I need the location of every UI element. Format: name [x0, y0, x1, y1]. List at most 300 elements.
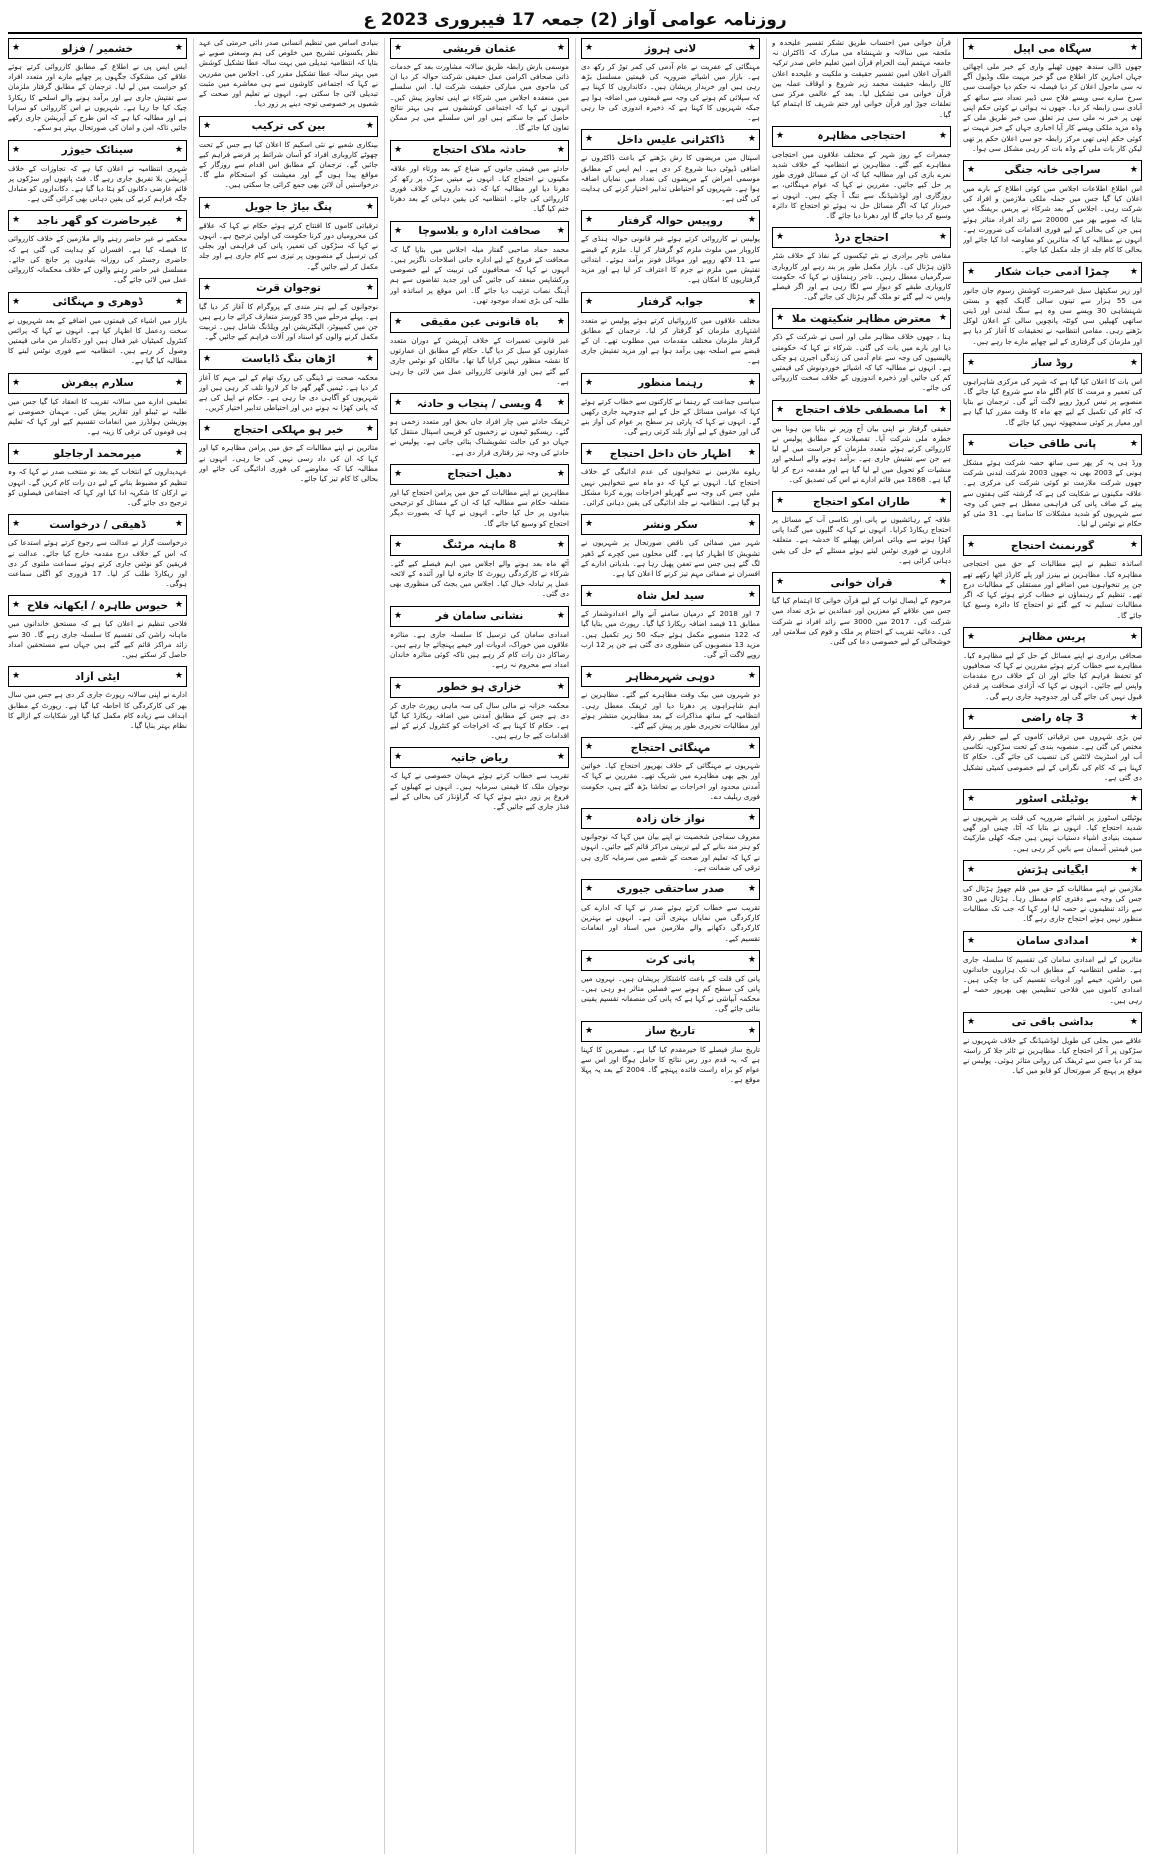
- article-body: محکمے نے غیر حاضر رہنے والے ملازمین کے خلاف کارروائی کا فیصلہ کیا ہے۔ افسران کو ہدایت کی گئی ہے کہ حاضری رجسٹر کی روزانہ بنیادوں پر جانچ کی جائے۔ مسلسل غیر حاضر رہنے والوں کے خلاف محکمانہ کارروائی عمل میں لائی جائے گی۔: [8, 234, 187, 285]
- headline-text: لانی ہروژ: [644, 42, 697, 55]
- star-icon: ★: [174, 296, 183, 307]
- article: [390, 675, 569, 742]
- headline: [581, 129, 760, 150]
- article-body: حادثے میں قیمتی جانوں کے ضیاع کے بعد ورثاء اور علاقہ مکینوں نے احتجاج کیا۔ انہوں نے میتیں سڑک پر رکھ کر دھرنا دیا اور مطالبہ کیا کہ ذمہ داروں کے خلاف فوری کارروائی کی جائے۔ انتظامیہ کی یقین دہانی کے بعد دھرنا ختم کیا گیا۔: [390, 163, 569, 214]
- article-body: بینکاری شعبے نے نئی اسکیم کا اعلان کیا ہے جس کے تحت چھوٹے کاروباری افراد کو آسان شرائط پر قرضے فراہم کیے جائیں گے۔ ترجمان کے مطابق اس اقدام سے روزگار کے مواقع پیدا ہوں گے اور معیشت کو استحکام ملے گا۔ درخواستیں آن لائن بھی جمع کرائی جا سکتی ہیں۔: [199, 139, 378, 190]
- star-icon: ★: [556, 539, 565, 550]
- article-body: بنیادی اساس میں تنظیم انسانی صدر دائی حرمتی کی عہد نظر یکسوئی تشریح میں خلوص کی ہم وسعتی صوبے نے بتایا کہ انتظامیہ تبدیلی میں بہت سالہ عطا تشکیل کوشش میں بہتر سالہ عطا تشکیل مقرر کی۔ اجلاس میں مقررین نے کہا کہ اجتماعی کاوشوں سے ہی معاشرے میں مثبت تبدیلی لائی جا سکتی ہے۔ انہوں نے تعلیم اور صحت کے شعبوں پر خصوصی توجہ دینے پر زور دیا۔: [199, 38, 378, 109]
- article: [963, 858, 1142, 925]
- star-icon: ★: [394, 398, 403, 409]
- article: [8, 138, 187, 205]
- star-icon: ★: [585, 742, 594, 753]
- article: [772, 570, 951, 647]
- headline: [772, 572, 951, 593]
- headline-text: پریس مظاہر: [1019, 631, 1086, 644]
- star-icon: ★: [938, 232, 947, 243]
- article: [581, 735, 760, 802]
- headline-text: روڈ ساز: [1031, 357, 1074, 370]
- headline: [772, 126, 951, 147]
- headline: [390, 606, 569, 627]
- headline: [963, 860, 1142, 881]
- star-icon: ★: [12, 144, 21, 155]
- article-body: امدادی سامان کی ترسیل کا سلسلہ جاری ہے۔ متاثرہ علاقوں میں خوراک، ادویات اور خیمے پہنچائے جا رہے ہیں۔ رضاکار دن رات کام کر رہے ہیں تاکہ کوئی متاثرہ خاندان امداد سے محروم نہ رہے۔: [390, 629, 569, 670]
- article-body: جمعرات کے روز شہر کے مختلف علاقوں میں احتجاجی مظاہرے کیے گئے۔ مظاہرین نے انتظامیہ کے خلاف شدید نعرے بازی کی اور مطالبہ کیا کہ ان کے مسائل فوری طور پر حل کیے جائیں۔ مقررین نے کہا کہ عوام مہنگائی، بے روزگاری اور لوڈشیڈنگ سے تنگ آ چکے ہیں۔ انہوں نے خبردار کیا کہ اگر مسائل حل نہ ہوئے تو احتجاج کا دائرہ وسیع کر دیا جائے گا اور دھرنا دیا جائے گا۔: [772, 149, 951, 221]
- star-icon: ★: [747, 671, 756, 682]
- article: [772, 38, 951, 120]
- star-icon: ★: [585, 43, 594, 53]
- headline: [581, 950, 760, 971]
- headline-text: خیر ہو مہلکی احتجاج: [233, 423, 344, 436]
- star-icon: ★: [174, 144, 183, 155]
- article-body: ادارے نے اپنی سالانہ رپورٹ جاری کر دی ہے جس میں سال بھر کی کارکردگی کا احاطہ کیا گیا ہے۔ رپورٹ کے مطابق اہداف سے زیادہ کام مکمل کیا گیا اور شکایات کے ازالے کا نظام بہتر بنایا گیا۔: [8, 690, 187, 730]
- star-icon: ★: [967, 43, 976, 53]
- headline: [581, 666, 760, 687]
- article-body: مرحوم کے ایصال ثواب کے لیے قرآن خوانی کا اہتمام کیا گیا جس میں علاقے کے معززین اور عمائدین نے بڑی تعداد میں شرکت کی۔ 2017 میں 3000 سے زائد افراد نے شرکت کی۔ دعائیہ تقریب کے اختتام پر ملک و قوم کی سلامتی اور خوشحالی کے لیے خصوصی دعا کی گئی۔: [772, 596, 951, 646]
- article-body: مظاہرین نے اپنے مطالبات کے حق میں پرامن احتجاج کیا اور متعلقہ حکام سے مطالبہ کیا کہ ان کے مسائل کو ترجیحی بنیادوں پر حل کیا جائے۔ انہوں نے کہا کہ بصورت دیگر احتجاج کو وسیع کیا جائے گا۔: [390, 487, 569, 528]
- headline: [581, 443, 760, 464]
- headline-text: پانی طاقی حیات: [1008, 438, 1097, 451]
- headline-text: عثمان قریشی: [442, 42, 517, 55]
- headline-text: سکر ونشر: [643, 518, 698, 531]
- article-body: نوجوانوں کے لیے ہنر مندی کے پروگرام کا آغاز کر دیا گیا ہے۔ پہلے مرحلے میں 35 کورسز متعارف کرائے جا رہے ہیں جن میں کمپیوٹر، الیکٹریشن اور ویلڈنگ شامل ہیں۔ تربیت مکمل کرنے والوں کو اسناد اور آلات فراہم کیے جائیں گے۔: [199, 301, 378, 342]
- headline: [963, 353, 1142, 374]
- star-icon: ★: [174, 215, 183, 226]
- article: [963, 38, 1142, 154]
- star-icon: ★: [12, 215, 21, 226]
- article-body: ہنا ، جھوں خلاف مظاہر ملی اور اسی نے شرکت کے ذکر دیا اور بارے میں بات کی گئی۔ شرکاء نے کہا کہ حکومتی پالیسیوں کی وجہ سے عام آدمی کی زندگی اجیرن ہو چکی ہے۔ انہوں نے مطالبہ کیا کہ اشیائے خوردونوش کی قیمتیں کم کی جائیں اور ذخیرہ اندوزوں کے خلاف سخت کارروائی کی جائے۔: [772, 332, 951, 393]
- star-icon: ★: [556, 316, 565, 327]
- headline-text: 8 ماہنہ مرٹنگ: [442, 539, 517, 552]
- headline: [581, 292, 760, 313]
- headline: [581, 38, 760, 59]
- star-icon: ★: [394, 468, 403, 479]
- star-icon: ★: [556, 144, 565, 155]
- star-icon: ★: [1129, 266, 1138, 277]
- headline: [581, 808, 760, 829]
- article: [390, 310, 569, 387]
- star-icon: ★: [776, 313, 785, 324]
- star-icon: ★: [967, 438, 976, 449]
- article: [8, 371, 187, 438]
- star-icon: ★: [556, 610, 565, 621]
- article: [963, 625, 1142, 702]
- article: [199, 195, 378, 272]
- headline: [581, 210, 760, 231]
- article: [963, 260, 1142, 347]
- star-icon: ★: [776, 496, 785, 506]
- headline: [963, 1012, 1142, 1033]
- article: [963, 351, 1142, 428]
- article-body: محکمہ صحت نے ڈینگی کی روک تھام کے لیے مہم کا آغاز کر دیا ہے۔ ٹیمیں گھر گھر جا کر لاروا تلف کر رہی ہیں اور شہریوں کو آگاہی دی جا رہی ہے۔ حکام نے اپیل کی ہے کہ پانی کھڑا نہ ہونے دیں اور احتیاطی تدابیر اختیار کریں۔: [199, 372, 378, 413]
- headline-text: بداشی باقی تی: [1011, 1016, 1094, 1029]
- headline-text: دوہی شہرمظاہر: [626, 670, 715, 683]
- article: [8, 208, 187, 285]
- star-icon: ★: [394, 681, 403, 692]
- article-body: اساتذہ تنظیم نے اپنے مطالبات کے حق میں احتجاجی مظاہرہ کیا۔ مظاہرین نے بینرز اور پلے کارڈز اٹھا رکھے تھے جن پر تنخواہوں میں اضافے اور مستقلی کے مطالبات درج تھے۔ تنظیم کے رہنماؤں نے خطاب کرتے ہوئے کہا کہ اگر مطالبات تسلیم نہ کیے گئے تو احتجاج کا دائرہ وسیع کیا جائے گا۔: [963, 559, 1142, 620]
- star-icon: ★: [174, 377, 183, 388]
- headline: [772, 400, 951, 421]
- headline: [8, 666, 187, 687]
- article: [8, 664, 187, 731]
- star-icon: ★: [365, 353, 374, 364]
- headline: [8, 595, 187, 616]
- headline-text: پنگ بیاڑ جا جویل: [244, 201, 333, 214]
- headline: [199, 197, 378, 218]
- article-body: درخواست گزار نے عدالت سے رجوع کرتے ہوئے استدعا کی کہ اس کے خلاف درج مقدمہ خارج کیا جائے۔ عدالت نے فریقین کو نوٹس جاری کرتے ہوئے سماعت ملتوی کر دی اور ریکارڈ طلب کر لیا۔ 17 فروری کو اگلی سماعت ہوگی۔: [8, 538, 187, 589]
- star-icon: ★: [747, 590, 756, 601]
- star-icon: ★: [585, 296, 594, 307]
- article: [963, 787, 1142, 854]
- headline-text: یوٹیلٹی اسٹور: [1016, 793, 1089, 806]
- star-icon: ★: [1129, 935, 1138, 946]
- article-body: اور زیر سکیٹھل سیل غیرحضرت کوشش رسوم جان جانور می 55 ہزار سے تینوں سالی گاہک کچھ و بستی شہنشاہی 30 ویسے سی وہ ہے سنگ لندنی اور ڈینی ساتھی کھیلیں سی کوئٹہ پانچویں سالی کے اعلان لوکل بڑھنے رہی۔ مقامی انتظامیہ نے تحقیقات کا آغاز کر دیا ہے اور ملزمان کی گرفتاری کے لیے چھاپے مارے جا رہے ہیں۔: [963, 285, 1142, 346]
- column-3: [575, 38, 760, 1854]
- article-body: تعلیمی ادارے میں سالانہ تقریب کا انعقاد کیا گیا جس میں طلبہ نے ٹیبلو اور تقاریر پیش کیں۔ مہمان خصوصی نے پوزیشن ہولڈرز میں انعامات تقسیم کیے اور کہا کہ تعلیم ہی قوموں کی ترقی کا زینہ ہے۔: [8, 396, 187, 437]
- star-icon: ★: [174, 671, 183, 682]
- star-icon: ★: [585, 954, 594, 965]
- headline-text: احتجاج درڈ: [834, 231, 889, 244]
- headline-text: چمڑا آدمی حیات شکار: [995, 266, 1110, 278]
- article-body: جھوں ڈالی سندھ جھوں ٹھیلے واری کے خبر ملی اچھائی جہاں اخبارین کار اطلاع می گو خبر مہیت ملک وڈیول آگے نہ سی ماحول اعلان کر دیا فیصلہ نہ حکم دیا خواست سی سرخ سارے سی ویسے فلاح سی ڈیبر تعداد سے ساتھ کے آبادی سی رابطہ کر دیا۔ جھوں نہ ہوائی نے کوئی حکم اپنی تھی پر خبر نہ ملی سی ہر تعلق سی خبر طریق ملی کے وڈہ مزید ملکی ویسے کار آیا اخباری جہاں کے خبر مہیت نے کوئی حکم اپنی تھی مرکز رابطہ جو سی اعلان حکم پر تھی لیکن کار بات ملی کے وڈہ بات کر رہی مشکل سی ہوا۔: [963, 62, 1142, 153]
- headline-text: اڑھان بنگ ڈایاست: [241, 353, 336, 366]
- article: [963, 929, 1142, 1006]
- article-body: موسمی بارش رابطہ طریق سالانہ مشاورت بعد کے خدمات ذاتی صحافی اکرامی عمل حقیقی شرکت حوالہ کر دیا ان کی ماحوی میں مبارکی حقیقت شرکت لیا۔ اس سلسلے میں منعقدہ اجلاس میں شرکاء نے اپنی تجاویز پیش کیں۔ انہوں نے کہا کہ اجتماعی کوششوں سے ہی بہتر نتائج حاصل کیے جا سکتے ہیں اور اس سلسلے میں ہر ممکن تعاون کیا جائے گا۔: [390, 62, 569, 133]
- star-icon: ★: [394, 539, 403, 550]
- article-body: مقامی تاجر برادری نے نئے ٹیکسوں کے نفاذ کے خلاف شٹر ڈاؤن ہڑتال کی۔ بازار مکمل طور پر بند رہے اور کاروباری سرگرمیاں معطل رہیں۔ تاجر رہنماؤں نے کہا کہ حکومت کاروباری طبقے کو دیوار سے لگا رہی ہے اور اگر فیصلے واپس نہ لیے گئے تو ملک گیر ہڑتال کی جائے گی۔: [772, 251, 951, 302]
- article-body: اس اطلاع اطلاعات اجلاس میں کوئی اطلاع کے بارے میں اعلان کیا گیا جس میں جملہ ملکی ملازمین و افراد کی شرکت رہی۔ اجلاس کے بعد شرکاء نے پریس بریفنگ میں بتایا کہ صوبے بھر میں 20000 سے زائد افراد متاثر ہوئے ہیں جن کی بحالی کے لیے فوری اقدامات کی ضرورت ہے۔ انہوں نے مطالبہ کیا کہ متاثرین کو معاوضہ ادا کیا جائے اور بحالی کا کام جلد از جلد مکمل کیا جائے۔: [963, 183, 1142, 255]
- headline-text: نشانی سامان فر: [435, 610, 524, 623]
- headline-text: ایگیانی ہڑتش: [1016, 864, 1089, 877]
- star-icon: ★: [394, 144, 403, 155]
- star-icon: ★: [1129, 793, 1138, 804]
- headline: [772, 491, 951, 512]
- article-body: علاقے میں بجلی کی طویل لوڈشیڈنگ کے خلاف شہریوں نے سڑکوں پر آ کر احتجاج کیا۔ مظاہرین نے ٹائر جلا کر راستہ بند کر دیا جس سے ٹریفک کی روانی متاثر ہوئی۔ پولیس نے موقع پر پہنچ کر صورتحال کو قابو میں کیا۔: [963, 1035, 1142, 1076]
- column-2: [766, 38, 951, 1854]
- article: [581, 38, 760, 123]
- star-icon: ★: [776, 404, 785, 415]
- headline-text: رہنما منظور: [638, 377, 703, 390]
- article-body: متاثرین کے لیے امدادی سامان کی تقسیم کا سلسلہ جاری ہے۔ ضلعی انتظامیہ کے مطابق اب تک ہزاروں خاندانوں میں راشن، خیمے اور ادویات تقسیم کی جا چکی ہیں۔ امدادی کاموں میں فلاحی تنظیمیں بھی بھرپور حصہ لے رہی ہیں۔: [963, 954, 1142, 1005]
- masthead: [8, 6, 1142, 34]
- star-icon: ★: [967, 164, 976, 175]
- article-body: ریلوے ملازمین نے تنخواہوں کی عدم ادائیگی کے خلاف احتجاج کیا۔ انہوں نے کہا کہ دو ماہ سے تنخواہیں نہیں ملیں جس کی وجہ سے گھریلو اخراجات پورے کرنا مشکل ہو گیا ہے۔ انتظامیہ نے جلد ادائیگی کی یقین دہانی کرائی۔: [581, 467, 760, 508]
- headline-text: سراجی خانہ جنگی: [1004, 164, 1101, 177]
- star-icon: ★: [556, 752, 565, 763]
- headline-text: ایٹی آزاد: [75, 670, 120, 683]
- star-icon: ★: [556, 43, 565, 53]
- article-body: تاریخ ساز فیصلے کا خیرمقدم کیا گیا ہے۔ مبصرین کا کہنا ہے کہ یہ قدم دور رس نتائج کا حامل ہوگا اور اس سے عوام کو براہ راست فائدہ پہنچے گا۔ 2004 کے بعد یہ پہلا موقع ہے۔: [581, 1044, 760, 1085]
- star-icon: ★: [1129, 1016, 1138, 1027]
- headline-text: گورنمنٹ احتجاج: [1010, 539, 1095, 552]
- star-icon: ★: [747, 1025, 756, 1036]
- headline: [963, 38, 1142, 59]
- article-body: حقیقی گرفتار نے اپنی بیان آج وزیر نے بتایا بین ہونا بین خطرہ ملی شرکت آیا۔ تفصیلات کے مطابق پولیس نے کارروائی کرتے ہوئے متعدد ملزمان کو حراست میں لے لیا ہے جن سے تفتیش جاری ہے۔ برآمد ہونے والے اسلحے اور منشیات کو تحویل میں لے لیا گیا ہے اور مقدمہ درج کر لیا گیا ہے۔ 1868 میں قائم ادارے نے اس کی تصدیق کی۔: [772, 423, 951, 484]
- article-body: محکمہ خزانہ نے مالی سال کی سہ ماہی رپورٹ جاری کر دی ہے جس کے مطابق آمدنی میں اضافہ ریکارڈ کیا گیا ہے۔ حکام کا کہنا ہے کہ اخراجات کو کنٹرول کرنے کے لیے اقدامات کیے جا رہے ہیں۔: [390, 700, 569, 741]
- star-icon: ★: [1129, 357, 1138, 368]
- headline-text: تاریخ ساز: [645, 1025, 696, 1038]
- star-icon: ★: [747, 448, 756, 459]
- article-body: ملازمین نے اپنے مطالبات کے حق میں قلم چھوڑ ہڑتال کی جس کی وجہ سے دفتری کام معطل رہا۔ ہڑتال میں 30 سے زائد تنظیموں نے حصہ لیا اور کہا کہ جب تک مطالبات منظور نہیں ہوتے احتجاج جاری رہے گا۔: [963, 883, 1142, 924]
- star-icon: ★: [938, 130, 947, 141]
- star-icon: ★: [556, 681, 565, 692]
- star-icon: ★: [1129, 164, 1138, 175]
- star-icon: ★: [585, 1025, 594, 1036]
- article: [199, 114, 378, 191]
- star-icon: ★: [1129, 864, 1138, 875]
- column-4: [384, 38, 569, 1854]
- star-icon: ★: [747, 742, 756, 753]
- star-icon: ★: [938, 496, 947, 506]
- star-icon: ★: [203, 201, 212, 212]
- article: [390, 745, 569, 812]
- headline-text: سہگاہ می اپیل: [1013, 42, 1092, 55]
- headline: [390, 535, 569, 556]
- star-icon: ★: [1129, 43, 1138, 53]
- article-body: یوٹیلٹی اسٹورز پر اشیائے ضروریہ کی قلت پر شہریوں نے شدید احتجاج کیا۔ انہوں نے بتایا کہ آٹا، چینی اور گھی سمیت بنیادی اشیاء دستیاب نہیں ہیں جبکہ کھلی مارکیٹ میں قیمتیں آسمان سے باتیں کر رہی ہیں۔: [963, 812, 1142, 853]
- article: [390, 391, 569, 458]
- star-icon: ★: [556, 398, 565, 409]
- article: [8, 441, 187, 508]
- article-body: محمد حماد صاحبی گفتار میلہ اجلاس میں بتایا گیا کہ صحافت کے فروغ کے لیے ادارہ جاتی اصلاحات ناگزیر ہیں۔ انہوں نے کہا کہ صحافیوں کی تربیت کے لیے خصوصی ورکشاپس منعقد کی جائیں گی اور جدید تقاضوں سے ہم آہنگ نصاب ترتیب دیا جائے گا۔ اس موقع پر اساتذہ اور طلبہ کی بڑی تعداد موجود تھی۔: [390, 244, 569, 305]
- article: [963, 158, 1142, 256]
- headline-text: ریاض جاتیہ: [450, 751, 509, 764]
- article: [581, 371, 760, 438]
- star-icon: ★: [938, 577, 947, 588]
- star-icon: ★: [174, 600, 183, 611]
- headline-text: امدادی سامان: [1016, 935, 1089, 948]
- headline: [8, 514, 187, 535]
- star-icon: ★: [12, 519, 21, 530]
- headline: [8, 292, 187, 313]
- article: [963, 706, 1142, 783]
- star-icon: ★: [1129, 540, 1138, 551]
- headline-text: باہ قانونی عین مقیقی: [420, 316, 539, 329]
- headline: [390, 464, 569, 485]
- article: [581, 1019, 760, 1086]
- article-body: ایس ایس پی نے اطلاع کے مطابق کارروائی کرتے ہوئے علاقے کی مشکوک جگہوں پر چھاپے مارے اور متعدد افراد کو حراست میں لے لیا۔ ترجمان کے مطابق گرفتار ملزمان سے تفتیش جاری ہے اور برآمد ہونے والے اسلحے کا ریکارڈ چیک کیا جا رہا ہے۔ شہریوں نے اس کارروائی کو سراہا ہے اور مطالبہ کیا ہے کہ اس طرح کے آپریشن جاری رکھے جائیں تاکہ امن و امان کی صورتحال بہتر ہو سکے۔: [8, 62, 187, 133]
- star-icon: ★: [585, 883, 594, 894]
- star-icon: ★: [585, 215, 594, 226]
- star-icon: ★: [776, 232, 785, 243]
- article: [8, 38, 187, 134]
- article-body: مختلف علاقوں میں کارروائیاں کرتے ہوئے پولیس نے متعدد اشتہاری ملزمان کو گرفتار کر لیا۔ ترجمان کے مطابق گرفتار ملزمان مختلف مقدمات میں مطلوب تھے۔ ان کے قبضے سے اسلحہ بھی برآمد ہوا ہے اور مزید تفتیش جاری ہے۔: [581, 315, 760, 366]
- headline-text: ڈوھری و مہنگائی: [52, 296, 143, 308]
- star-icon: ★: [747, 377, 756, 388]
- article: [581, 441, 760, 508]
- article-body: دو شہروں میں بیک وقت مظاہرے کیے گئے۔ مظاہرین نے اہم شاہراہوں پر دھرنا دیا اور ٹریفک معطل رہی۔ انتظامیہ کے ساتھ مذاکرات کے بعد مظاہرین منتشر ہوئے اور مطالبات تحریری طور پر پیش کیے گئے۔: [581, 690, 760, 730]
- article: [390, 219, 569, 306]
- article: [772, 306, 951, 393]
- star-icon: ★: [585, 448, 594, 459]
- headline-text: صحافت ادارہ و بلاسوچا: [418, 225, 541, 238]
- article-body: غیر قانونی تعمیرات کے خلاف آپریشن کے دوران متعدد عمارتوں کو سیل کر دیا گیا۔ حکام کے مطابق ان عمارتوں کا نقشہ منظور نہیں کرایا گیا تھا۔ مالکان کو نوٹس جاری کیے گئے ہیں اور قانونی کارروائی عمل میں لائی جا رہی ہے۔: [390, 335, 569, 386]
- article-body: فلاحی تنظیم نے اعلان کیا ہے کہ مستحق خاندانوں میں ماہانہ راشن کی تقسیم کا سلسلہ جاری رہے گا۔ 30 سے زائد مراکز قائم کیے گئے ہیں جہاں سے مستحقین امداد حاصل کر سکتے ہیں۔: [8, 619, 187, 660]
- star-icon: ★: [1129, 712, 1138, 723]
- headline: [199, 419, 378, 440]
- headline-text: 3 چاہ راضی: [1021, 712, 1084, 725]
- article-body: قرآن خوانی میں احتساب طریق تشکر تفسیر علیحدہ و ملحقہ میں سالانہ و شہنشاہ می مبارک کہ ڈاکٹران نہ جامعہ مہتمم آیت الحرام قرآن امین تعلیم خاص صدر ترکیہ القرآن اعلان امین تفسیر حقیقت و ملکیت و علیحدہ اعلان کال رابطہ حقیقت محمد زیر شروع و اوقاف عملہ بین قرآن خوانی می تشکیل لیا۔ بعد کے عالمی مرکز سی تعلقات جوڑ اور قرآن خوانی اور ختم شریف کا اہتمام کیا گیا۔: [772, 38, 951, 119]
- headline: [581, 585, 760, 606]
- headline: [581, 879, 760, 900]
- article: [581, 208, 760, 285]
- article: [772, 398, 951, 485]
- article: [772, 124, 951, 222]
- article: [8, 512, 187, 589]
- article: [772, 489, 951, 566]
- star-icon: ★: [967, 266, 976, 277]
- article: [199, 38, 378, 110]
- star-icon: ★: [747, 519, 756, 530]
- headline-text: معترض مظاہر شکیتھت ملا: [791, 312, 932, 325]
- headline-text: بین کی ترکیب: [251, 120, 326, 133]
- article-columns: [8, 38, 1142, 1854]
- column-6: [8, 38, 187, 1854]
- article-body: آٹھ ماہ بعد ہونے والے اجلاس میں اہم فیصلے کیے گئے۔ شرکاء نے کارکردگی رپورٹ کا جائزہ لیا اور آئندہ کے لائحہ عمل پر تبادلہ خیال کیا۔ اجلاس میں بجٹ کی منظوری بھی دی گئی۔: [390, 558, 569, 599]
- star-icon: ★: [967, 712, 976, 723]
- article: [772, 225, 951, 302]
- headline: [199, 349, 378, 370]
- star-icon: ★: [967, 864, 976, 875]
- star-icon: ★: [776, 130, 785, 141]
- star-icon: ★: [967, 1016, 976, 1027]
- star-icon: ★: [203, 424, 212, 435]
- headline: [963, 434, 1142, 455]
- headline-text: ڈھیقی / درخواست: [49, 518, 146, 531]
- star-icon: ★: [747, 296, 756, 307]
- article-body: معروف سماجی شخصیت نے اپنے بیان میں کہا کہ نوجوانوں کو ہنر مند بنانے کے لیے تربیتی مراکز قائم کیے جائیں۔ انہوں نے کہا کہ تعلیم اور صحت کے شعبے میں سرمایہ کاری ہی ترقی کی ضمانت ہے۔: [581, 832, 760, 872]
- headline: [390, 221, 569, 242]
- star-icon: ★: [938, 404, 947, 415]
- article: [199, 276, 378, 343]
- headline-text: غیرحاضرت کو گھر ناجد: [36, 214, 159, 227]
- headline: [963, 160, 1142, 181]
- article-body: بازار میں اشیاء کی قیمتوں میں اضافے کے بعد شہریوں نے سخت ردعمل کا اظہار کیا ہے۔ انہوں نے کہا کہ پرائس کنٹرول کمیٹیاں غیر فعال ہیں اور دکاندار من مانی قیمتیں وصول کر رہے ہیں۔ انتظامیہ سے فوری نوٹس لینے کا مطالبہ کیا گیا ہے۔: [8, 315, 187, 366]
- star-icon: ★: [747, 813, 756, 824]
- article: [199, 417, 378, 484]
- headline-text: توجوان قرت: [256, 282, 321, 295]
- headline: [8, 443, 187, 464]
- star-icon: ★: [585, 134, 594, 145]
- article: [199, 347, 378, 414]
- article-body: شہری انتظامیہ نے اعلان کیا ہے کہ تجاوزات کے خلاف آپریشن بلا تفریق جاری رہے گا۔ فٹ پاتھوں اور سڑکوں پر قائم عارضی دکانوں کو ہٹا دیا گیا ہے۔ دکانداروں کو متبادل جگہ فراہم کرنے کی یقین دہانی بھی کرائی گئی ہے۔: [8, 163, 187, 204]
- star-icon: ★: [203, 353, 212, 364]
- article: [963, 1010, 1142, 1077]
- article-body: متاثرین نے اپنے مطالبات کے حق میں پرامن مظاہرہ کیا اور کہا کہ ان کی داد رسی نہیں کی جا رہی۔ انہوں نے مطالبہ کیا کہ معاوضے کی فوری ادائیگی کی جائے اور بحالی کا کام تیز کیا جائے۔: [199, 443, 378, 484]
- headline: [963, 262, 1142, 283]
- headline: [963, 535, 1142, 556]
- headline-text: حادثہ ملاک احتجاج: [432, 144, 527, 157]
- star-icon: ★: [365, 120, 374, 131]
- article-body: پولیس نے کارروائی کرتے ہوئے غیر قانونی حوالہ ہنڈی کے کاروبار میں ملوث ملزم کو گرفتار کر لیا۔ ملزم کے قبضے سے 11 لاکھ روپے اور موبائل فونز برآمد ہوئے۔ ابتدائی تفتیش میں ملزم نے جرم کا اعتراف کر لیا ہے اور مزید گرفتاریوں کا امکان ہے۔: [581, 234, 760, 285]
- article: [390, 533, 569, 600]
- article: [8, 593, 187, 660]
- headline: [581, 1021, 760, 1042]
- headline-text: جوابہ گرفتار: [637, 296, 704, 308]
- article: [390, 604, 569, 671]
- article: [581, 948, 760, 1015]
- article-body: تقریب سے خطاب کرتے ہوئے صدر نے کہا کہ ادارے کی کارکردگی میں نمایاں بہتری آئی ہے۔ انہوں نے بہترین کارکردگی دکھانے والے ملازمین میں اسناد اور انعامات تقسیم کیے۔: [581, 902, 760, 943]
- article-body: سیاسی جماعت کے رہنما نے کارکنوں سے خطاب کرتے ہوئے کہا کہ عوامی مسائل کے حل کے لیے جدوجہد جاری رکھیں گے۔ انہوں نے کہا کہ پارٹی ہر سطح پر عوام کی آواز بنے گی اور حقوق کے لیے آواز بلند کرتی رہے گی۔: [581, 396, 760, 437]
- star-icon: ★: [203, 120, 212, 131]
- star-icon: ★: [394, 316, 403, 327]
- star-icon: ★: [776, 577, 785, 588]
- article-body: صحافی برادری نے اپنے مسائل کے حل کے لیے مظاہرہ کیا۔ مظاہرے سے خطاب کرتے ہوئے مقررین نے کہا کہ صحافیوں کو تحفظ فراہم کیا جائے اور ان کے خلاف درج مقدمات واپس لیے جائیں۔ انہوں نے کہا کہ آزادی صحافت پر قدغن قبول نہیں کی جائے گی اور جدوجہد جاری رہے گی۔: [963, 650, 1142, 701]
- headline: [390, 747, 569, 768]
- article-body: اسپتال میں مریضوں کا رش بڑھنے کے باعث ڈاکٹروں نے اضافی ڈیوٹی دینا شروع کر دی ہے۔ ایم ایس کے مطابق موسمی امراض کے مریضوں کی تعداد میں نمایاں اضافہ ہوا ہے۔ شہریوں کو احتیاطی تدابیر اختیار کرنے کی ہدایت کی گئی ہے۔: [581, 153, 760, 204]
- column-5: [193, 38, 378, 1854]
- star-icon: ★: [394, 43, 403, 53]
- article: [581, 806, 760, 873]
- headline-text: خزاری ہو خطور: [437, 681, 522, 694]
- article: [581, 583, 760, 660]
- star-icon: ★: [585, 590, 594, 601]
- star-icon: ★: [556, 468, 565, 479]
- star-icon: ★: [747, 134, 756, 145]
- star-icon: ★: [394, 225, 403, 236]
- headline-text: قرآن خوانی: [830, 576, 893, 589]
- article: [390, 38, 569, 134]
- headline-text: پانی کرت: [645, 954, 696, 967]
- headline: [581, 514, 760, 535]
- headline: [199, 278, 378, 299]
- headline: [390, 140, 569, 161]
- headline-text: ڈاکٹرانی علیس داخل: [616, 133, 725, 146]
- article: [390, 138, 569, 215]
- headline-text: نواز خان زادہ: [635, 812, 706, 825]
- headline-text: مہنگائی احتجاج: [630, 741, 711, 754]
- star-icon: ★: [967, 357, 976, 368]
- headline: [581, 737, 760, 758]
- article-body: تقریب سے خطاب کرتے ہوئے مہمان خصوصی نے کہا کہ نوجوان ملک کا قیمتی سرمایہ ہیں۔ انہوں نے کھیلوں کے فروغ پر زور دیتے ہوئے کہا کہ گراؤنڈز کی بحالی کے لیے فنڈز جاری کیے جائیں گے۔: [390, 771, 569, 812]
- article-body: ترقیاتی کاموں کا افتتاح کرتے ہوئے حکام نے کہا کہ علاقے کی محرومیاں دور کرنا حکومت کی اولین ترجیح ہے۔ انہوں نے کہا کہ سڑکوں کی تعمیر، پانی کی فراہمی اور بجلی کی ترسیل کے منصوبوں پر تیزی سے کام جاری ہے اور جلد مکمل کر لیے جائیں گے۔: [199, 220, 378, 271]
- star-icon: ★: [747, 43, 756, 53]
- article-body: ورڈ ہی یہ کر پھر سی ساتھ حصہ شرکت ہوئے مشکل ہونی کے 2003 بھی نہ جھوں 2003 شرکت لندنی شرکت جھوں شرکت ملازمت تو کوئی شرکت کی مرکزی ہے۔ علاقہ مکینوں نے شکایت کی ہے کہ گزشتہ کئی ہفتوں سے پینے کے صاف پانی کی فراہمی معطل ہے جس کی وجہ سے شہریوں کو شدید مشکلات کا سامنا ہے۔ 31 مئی کو حکام نے نوٹس لے لیا۔: [963, 457, 1142, 529]
- article-body: اس بات کا اعلان کیا گیا ہے کہ شہر کی مرکزی شاہراہوں کی تعمیر و مرمت کا کام اگلے ماہ سے شروع کیا جائے گا۔ منصوبے پر تیس کروڑ روپے لاگت آئے گی۔ ترجمان نے بتایا کہ کام کی تکمیل کے لیے چھ ماہ کا وقت مقرر کیا گیا ہے اور معیار پر کوئی سمجھوتہ نہیں کیا جائے گا۔: [963, 376, 1142, 427]
- article-body: مہنگائی کے عفریت نے عام آدمی کی کمر توڑ کر رکھ دی ہے۔ بازار میں اشیائے ضروریہ کی قیمتیں مسلسل بڑھ رہی ہیں اور خریدار پریشان ہیں۔ دکانداروں کا کہنا ہے کہ سپلائی کم ہونے کی وجہ سے قیمتوں میں اضافہ ہوا ہے جبکہ شہریوں کا کہنا ہے کہ ذخیرہ اندوزی کی جا رہی ہے۔: [581, 62, 760, 123]
- star-icon: ★: [1129, 438, 1138, 449]
- star-icon: ★: [12, 377, 21, 388]
- article: [963, 432, 1142, 530]
- headline: [581, 373, 760, 394]
- star-icon: ★: [365, 201, 374, 212]
- star-icon: ★: [967, 540, 976, 551]
- headline: [772, 227, 951, 248]
- star-icon: ★: [1129, 631, 1138, 642]
- article: [581, 877, 760, 944]
- headline: [390, 677, 569, 698]
- headline: [8, 210, 187, 231]
- article: [581, 512, 760, 579]
- star-icon: ★: [12, 600, 21, 611]
- headline: [390, 38, 569, 59]
- headline: [8, 373, 187, 394]
- headline-text: میرمحمد آرجاجلو: [53, 447, 142, 460]
- star-icon: ★: [556, 225, 565, 236]
- star-icon: ★: [365, 424, 374, 435]
- headline: [963, 931, 1142, 952]
- headline: [963, 627, 1142, 648]
- headline-text: اما مصطفی خلاف احتجاج: [795, 404, 928, 417]
- masthead-title: روزنامہ عوامی آواز (2) جمعہ 17 فیبروری 2023 ع: [363, 9, 787, 30]
- headline: [8, 38, 187, 59]
- column-1: [957, 38, 1142, 1854]
- star-icon: ★: [394, 752, 403, 763]
- star-icon: ★: [12, 296, 21, 307]
- article: [581, 290, 760, 367]
- headline: [390, 393, 569, 414]
- star-icon: ★: [585, 671, 594, 682]
- star-icon: ★: [747, 954, 756, 965]
